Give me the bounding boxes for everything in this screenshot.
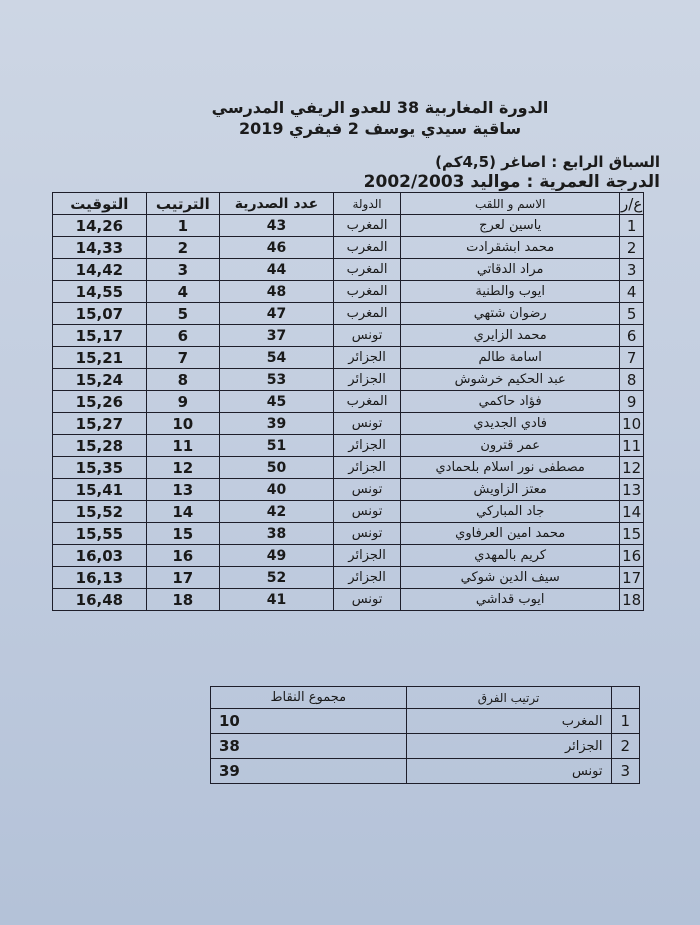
- cell-no: 11: [620, 435, 644, 457]
- teams-body: [211, 709, 640, 784]
- cell-no: 2: [620, 237, 644, 259]
- cell-no: 12: [620, 457, 644, 479]
- cell-no: 9: [620, 391, 644, 413]
- team-row: [211, 734, 640, 759]
- cell-bib: 37: [219, 325, 333, 347]
- table-row: [53, 303, 644, 325]
- table-row: [53, 567, 644, 589]
- cell-bib: 54: [219, 347, 333, 369]
- cell-no: 6: [620, 325, 644, 347]
- cell-country: تونس: [334, 589, 401, 611]
- cell-rank: 18: [146, 589, 219, 611]
- cell-name: فادي الجديدي: [401, 413, 620, 435]
- team-cell-name: تونس: [406, 759, 611, 784]
- table-row: [53, 215, 644, 237]
- cell-name: محمد ابشقرادت: [401, 237, 620, 259]
- teams-header-points: مجموع النقاط: [211, 687, 407, 709]
- cell-bib: 40: [219, 479, 333, 501]
- cell-country: تونس: [334, 501, 401, 523]
- cell-no: 3: [620, 259, 644, 281]
- team-cell-name: المغرب: [406, 709, 611, 734]
- cell-time: 16,13: [53, 567, 147, 589]
- cell-rank: 15: [146, 523, 219, 545]
- cell-name: معتز الزاويش: [401, 479, 620, 501]
- header-time: التوقيت: [53, 193, 147, 215]
- cell-time: 15,24: [53, 369, 147, 391]
- cell-time: 16,48: [53, 589, 147, 611]
- cell-country: تونس: [334, 413, 401, 435]
- cell-rank: 11: [146, 435, 219, 457]
- cell-bib: 48: [219, 281, 333, 303]
- cell-name: جاد المباركي: [401, 501, 620, 523]
- cell-bib: 50: [219, 457, 333, 479]
- table-row: [53, 435, 644, 457]
- team-row: [211, 759, 640, 784]
- cell-bib: 51: [219, 435, 333, 457]
- cell-country: الجزائر: [334, 347, 401, 369]
- table-row: [53, 457, 644, 479]
- cell-country: الجزائر: [334, 369, 401, 391]
- team-row: [211, 709, 640, 734]
- cell-time: 15,41: [53, 479, 147, 501]
- cell-name: مصطفى نور اسلام بلحمادي: [401, 457, 620, 479]
- cell-bib: 53: [219, 369, 333, 391]
- cell-no: 10: [620, 413, 644, 435]
- cell-time: 15,17: [53, 325, 147, 347]
- teams-header-row: [211, 687, 640, 709]
- cell-no: 7: [620, 347, 644, 369]
- team-cell-no: 1: [611, 709, 639, 734]
- cell-no: 8: [620, 369, 644, 391]
- table-row: [53, 347, 644, 369]
- cell-bib: 47: [219, 303, 333, 325]
- cell-rank: 12: [146, 457, 219, 479]
- cell-no: 18: [620, 589, 644, 611]
- cell-time: 14,26: [53, 215, 147, 237]
- cell-bib: 42: [219, 501, 333, 523]
- header-no: ع/ر: [621, 194, 643, 213]
- cell-name: سيف الدين شوكي: [401, 567, 620, 589]
- cell-country: تونس: [334, 479, 401, 501]
- cell-time: 15,52: [53, 501, 147, 523]
- cell-bib: 39: [219, 413, 333, 435]
- table-row: [53, 325, 644, 347]
- cell-country: المغرب: [334, 237, 401, 259]
- cell-country: الجزائر: [334, 435, 401, 457]
- cell-name: محمد امين العرفاوي: [401, 523, 620, 545]
- cell-country: المغرب: [334, 259, 401, 281]
- race-info: [364, 152, 660, 192]
- header-country: الدولة: [334, 193, 401, 215]
- team-cell-points: 38: [211, 734, 407, 759]
- cell-name: محمد الزايري: [401, 325, 620, 347]
- cell-time: 15,28: [53, 435, 147, 457]
- table-row: [53, 259, 644, 281]
- cell-bib: 52: [219, 567, 333, 589]
- table-row: [53, 589, 644, 611]
- team-cell-no: 3: [611, 759, 639, 784]
- cell-country: المغرب: [334, 391, 401, 413]
- cell-time: 15,35: [53, 457, 147, 479]
- cell-bib: 41: [219, 589, 333, 611]
- cell-no: 13: [620, 479, 644, 501]
- team-cell-no: 2: [611, 734, 639, 759]
- cell-bib: 45: [219, 391, 333, 413]
- cell-country: المغرب: [334, 303, 401, 325]
- header-name: الاسم و اللقب: [401, 193, 620, 215]
- cell-rank: 9: [146, 391, 219, 413]
- table-row: [53, 391, 644, 413]
- cell-time: 14,33: [53, 237, 147, 259]
- teams-header-no: [611, 687, 639, 709]
- cell-time: 15,55: [53, 523, 147, 545]
- cell-name: عمر قترون: [401, 435, 620, 457]
- cell-time: 15,27: [53, 413, 147, 435]
- table-row: [53, 545, 644, 567]
- cell-rank: 16: [146, 545, 219, 567]
- cell-no: 5: [620, 303, 644, 325]
- event-location-date: ساقية سيدي يوسف 2 فيفري 2019: [238, 119, 522, 138]
- cell-rank: 3: [146, 259, 219, 281]
- cell-time: 15,07: [53, 303, 147, 325]
- header-rank: الترتيب: [146, 193, 219, 215]
- cell-no: 4: [620, 281, 644, 303]
- table-row: [53, 501, 644, 523]
- table-row: [53, 479, 644, 501]
- table-row: [53, 237, 644, 259]
- team-cell-points: 10: [211, 709, 407, 734]
- race-label: السباق الرابع : اصاغر (4,5كم): [435, 153, 660, 171]
- table-row: [53, 281, 644, 303]
- results-table: [52, 192, 644, 611]
- cell-name: ياسين لعرج: [401, 215, 620, 237]
- cell-no: 14: [620, 501, 644, 523]
- cell-bib: 44: [219, 259, 333, 281]
- cell-rank: 8: [146, 369, 219, 391]
- cell-name: مراد الدقاتي: [401, 259, 620, 281]
- cell-rank: 13: [146, 479, 219, 501]
- cell-no: 17: [620, 567, 644, 589]
- cell-rank: 4: [146, 281, 219, 303]
- cell-name: ايوب والطنية: [401, 281, 620, 303]
- cell-name: ايوب قداشي: [401, 589, 620, 611]
- cell-rank: 2: [146, 237, 219, 259]
- category-label: الدرجة العمرية : مواليد 2002/2003: [363, 172, 660, 192]
- cell-no: 1: [620, 215, 644, 237]
- cell-bib: 46: [219, 237, 333, 259]
- cell-country: الجزائر: [334, 567, 401, 589]
- teams-header-team: ترتيب الفرق: [406, 687, 611, 709]
- table-row: [53, 369, 644, 391]
- table-row: [53, 523, 644, 545]
- cell-name: اسامة طالم: [401, 347, 620, 369]
- cell-country: المغرب: [334, 281, 401, 303]
- cell-country: تونس: [334, 325, 401, 347]
- cell-bib: 43: [219, 215, 333, 237]
- results-header-row: [53, 193, 644, 215]
- team-cell-name: الجزائر: [406, 734, 611, 759]
- table-row: [53, 413, 644, 435]
- cell-rank: 17: [146, 567, 219, 589]
- cell-time: 14,55: [53, 281, 147, 303]
- cell-rank: 7: [146, 347, 219, 369]
- cell-rank: 1: [146, 215, 219, 237]
- cell-no: 16: [620, 545, 644, 567]
- cell-rank: 14: [146, 501, 219, 523]
- cell-time: 16,03: [53, 545, 147, 567]
- team-cell-points: 39: [211, 759, 407, 784]
- cell-country: الجزائر: [334, 457, 401, 479]
- cell-name: عبد الحكيم خرشوش: [401, 369, 620, 391]
- event-title: الدورة المغاربية 38 للعدو الريفي المدرسي: [211, 98, 549, 117]
- cell-rank: 6: [146, 325, 219, 347]
- cell-time: 15,21: [53, 347, 147, 369]
- cell-country: تونس: [334, 523, 401, 545]
- results-body: [53, 215, 644, 611]
- teams-table: [210, 686, 640, 784]
- document-header: [60, 98, 640, 142]
- cell-time: 15,26: [53, 391, 147, 413]
- cell-country: الجزائر: [334, 545, 401, 567]
- cell-bib: 49: [219, 545, 333, 567]
- cell-time: 14,42: [53, 259, 147, 281]
- cell-name: رضوان شتهي: [401, 303, 620, 325]
- header-bib: عدد الصدرية: [219, 193, 333, 215]
- cell-rank: 10: [146, 413, 219, 435]
- cell-country: المغرب: [334, 215, 401, 237]
- cell-name: كريم بالمهدي: [401, 545, 620, 567]
- cell-rank: 5: [146, 303, 219, 325]
- cell-name: فؤاد حاكمي: [401, 391, 620, 413]
- cell-bib: 38: [219, 523, 333, 545]
- cell-no: 15: [620, 523, 644, 545]
